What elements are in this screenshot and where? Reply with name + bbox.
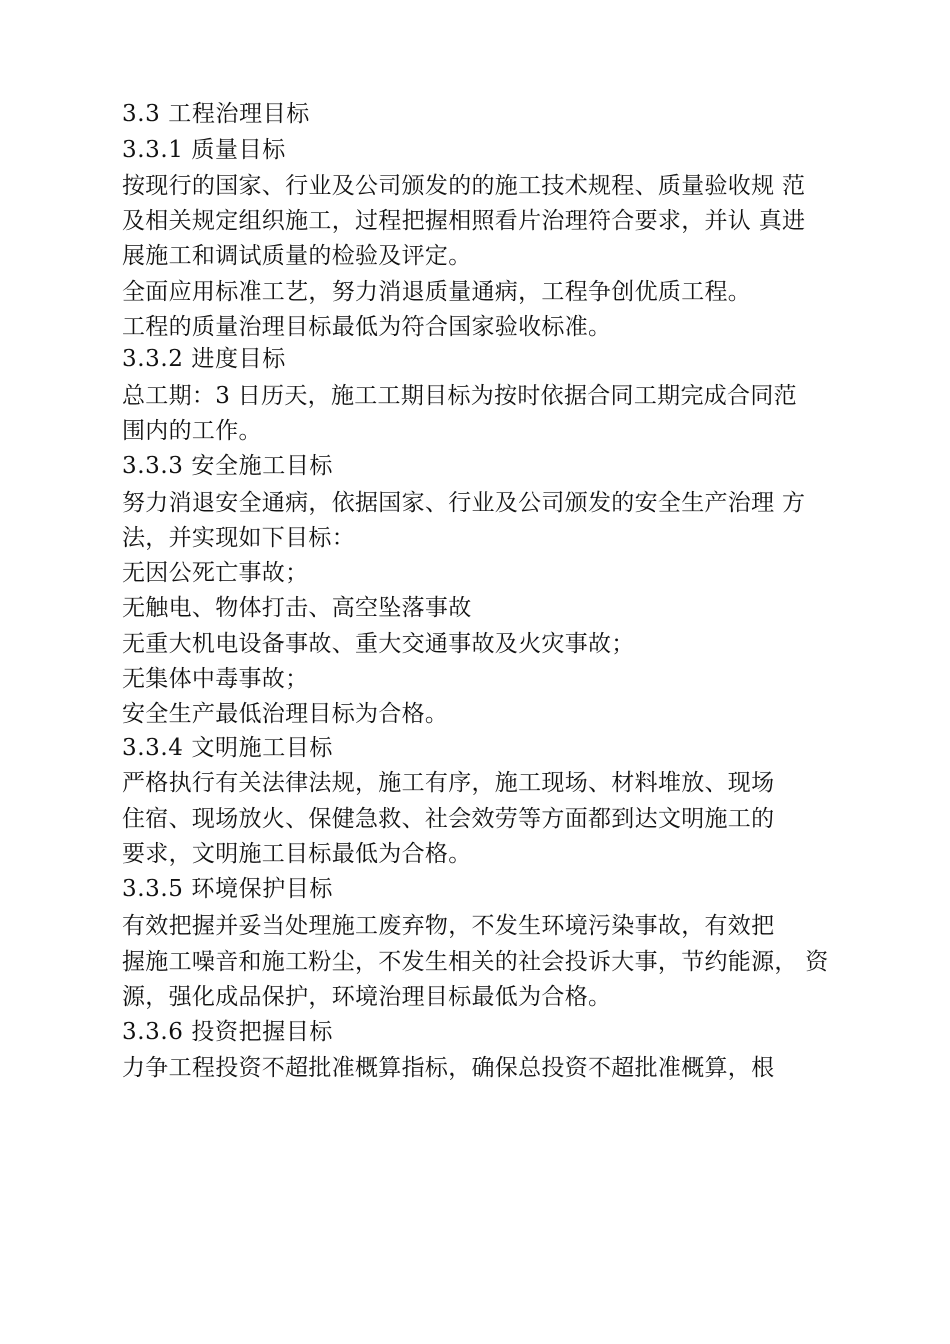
list-item: 无重大机电设备事故、重大交通事故及火灾事故； bbox=[122, 631, 635, 657]
paragraph-line: 及相关规定组织施工，过程把握相照看片治理符合要求，并认 真进 bbox=[122, 208, 806, 234]
subsection-heading-3-3-1: 3.3.1 质量目标 bbox=[122, 137, 286, 163]
paragraph-line: 握施工噪音和施工粉尘，不发生相关的社会投诉大事，节约能源， 资 bbox=[122, 949, 829, 975]
subsection-heading-3-3-3: 3.3.3 安全施工目标 bbox=[122, 453, 334, 479]
paragraph-line: 安全生产最低治理目标为合格。 bbox=[122, 701, 449, 727]
paragraph-line: 力争工程投资不超批准概算指标，确保总投资不超批准概算，根 bbox=[122, 1055, 775, 1081]
paragraph-line: 努力消退安全通病，依据国家、行业及公司颁发的安全生产治理 方 bbox=[122, 490, 806, 516]
paragraph-line: 法，并实现如下目标： bbox=[122, 525, 355, 551]
paragraph-line: 要求，文明施工目标最低为合格。 bbox=[122, 841, 472, 867]
paragraph-line: 住宿、现场放火、保健急救、社会效劳等方面都到达文明施工的 bbox=[122, 806, 775, 832]
subsection-heading-3-3-6: 3.3.6 投资把握目标 bbox=[122, 1019, 334, 1045]
paragraph-line: 展施工和调试质量的检验及评定。 bbox=[122, 243, 472, 269]
paragraph-line: 总工期：3 日历天，施工工期目标为按时依据合同工期完成合同范 bbox=[122, 383, 797, 409]
paragraph-line: 严格执行有关法律法规，施工有序，施工现场、材料堆放、现场 bbox=[122, 770, 775, 796]
section-heading-3-3: 3.3 工程治理目标 bbox=[122, 101, 310, 127]
paragraph-line: 围内的工作。 bbox=[122, 418, 262, 444]
list-item: 无因公死亡事故； bbox=[122, 560, 309, 586]
subsection-heading-3-3-2: 3.3.2 进度目标 bbox=[122, 346, 286, 372]
paragraph-line: 工程的质量治理目标最低为符合国家验收标准。 bbox=[122, 314, 612, 340]
paragraph-line: 全面应用标准工艺，努力消退质量通病，工程争创优质工程。 bbox=[122, 279, 752, 305]
list-item: 无集体中毒事故； bbox=[122, 666, 309, 692]
paragraph-line: 按现行的国家、行业及公司颁发的的施工技术规程、质量验收规 范 bbox=[122, 173, 806, 199]
paragraph-line: 源，强化成品保护，环境治理目标最低为合格。 bbox=[122, 984, 612, 1010]
list-item: 无触电、物体打击、高空坠落事故 bbox=[122, 595, 472, 621]
subsection-heading-3-3-4: 3.3.4 文明施工目标 bbox=[122, 735, 334, 761]
paragraph-line: 有效把握并妥当处理施工废弃物，不发生环境污染事故，有效把 bbox=[122, 913, 775, 939]
subsection-heading-3-3-5: 3.3.5 环境保护目标 bbox=[122, 876, 334, 902]
